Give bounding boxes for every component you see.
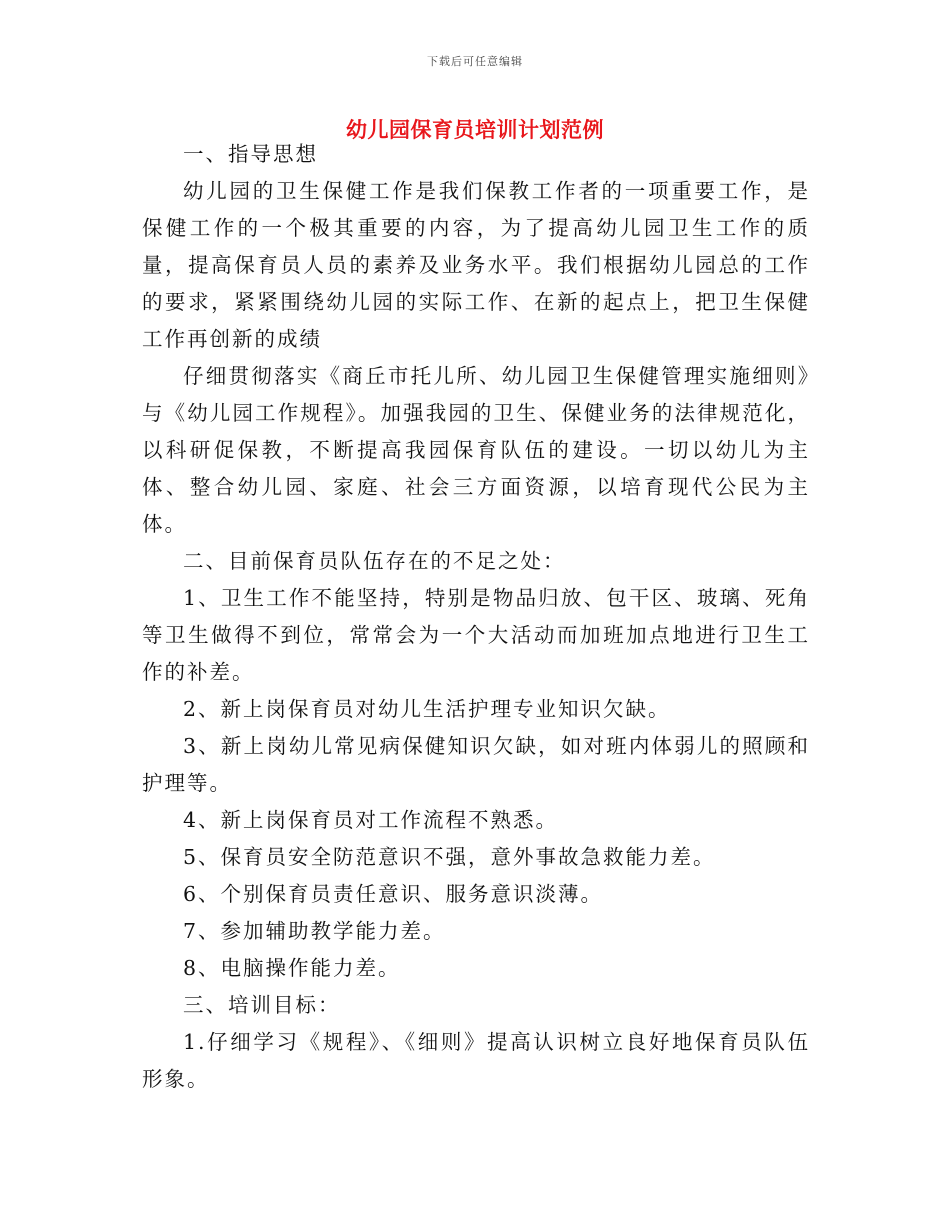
list-item-shortcoming-8: 8、电脑操作能力差。	[183, 956, 401, 980]
list-item-shortcoming-7: 7、参加辅助教学能力差。	[183, 919, 446, 943]
list-item-shortcoming-4: 4、新上岗保育员对工作流程不熟悉。	[183, 808, 559, 832]
paragraph-health-work-intro: 幼儿园的卫生保健工作是我们保教工作者的一项重要工作，是保健工作的一个极其重要的内容，为了提高幼儿园卫生工作的质量，提高保育员人员的素养及业务水平。我们根据幼儿园总的工作的要求，紧紧围绕幼儿园的实际工作、在新的起点上，把卫生保健工作再创新的成绩	[142, 179, 810, 351]
paragraph-implementation: 仔细贯彻落实《商丘市托儿所、幼儿园卫生保健管理实施细则》与《幼儿园工作规程》。加强我园的卫生、保健业务的法律规范化，以科研促保教，不断提高我园保育队伍的建设。一切以幼儿为主体、整合幼儿园、家庭、社会三方面资源，以培育现代公民为主体。	[142, 364, 810, 536]
section-heading-training-goals: 三、培训目标：	[183, 993, 341, 1017]
section-heading-shortcomings: 二、目前保育员队伍存在的不足之处：	[183, 549, 566, 573]
list-item-shortcoming-6: 6、个别保育员责任意识、服务意识淡薄。	[183, 882, 604, 906]
list-item-shortcoming-3: 3、新上岗幼儿常见病保健知识欠缺，如对班内体弱儿的照顾和护理等。	[142, 734, 810, 795]
document-body	[142, 136, 810, 1098]
page-header-watermark: 下载后可任意编辑	[427, 55, 523, 68]
list-item-shortcoming-5: 5、保育员安全防范意识不强，意外事故急救能力差。	[183, 845, 716, 869]
list-item-goal-1: 1.仔细学习《规程》、《细则》提高认识树立良好地保育员队伍形象。	[142, 1030, 810, 1091]
section-heading-guiding-ideology: 一、指导思想	[183, 142, 318, 166]
list-item-shortcoming-2: 2、新上岗保育员对幼儿生活护理专业知识欠缺。	[183, 697, 671, 721]
document-title: 幼儿园保育员培训计划范例	[346, 118, 604, 142]
list-item-shortcoming-1: 1、卫生工作不能坚持，特别是物品归放、包干区、玻璃、死角等卫生做得不到位，常常会为一个大活动而加班加点地进行卫生工作的补差。	[142, 586, 810, 684]
